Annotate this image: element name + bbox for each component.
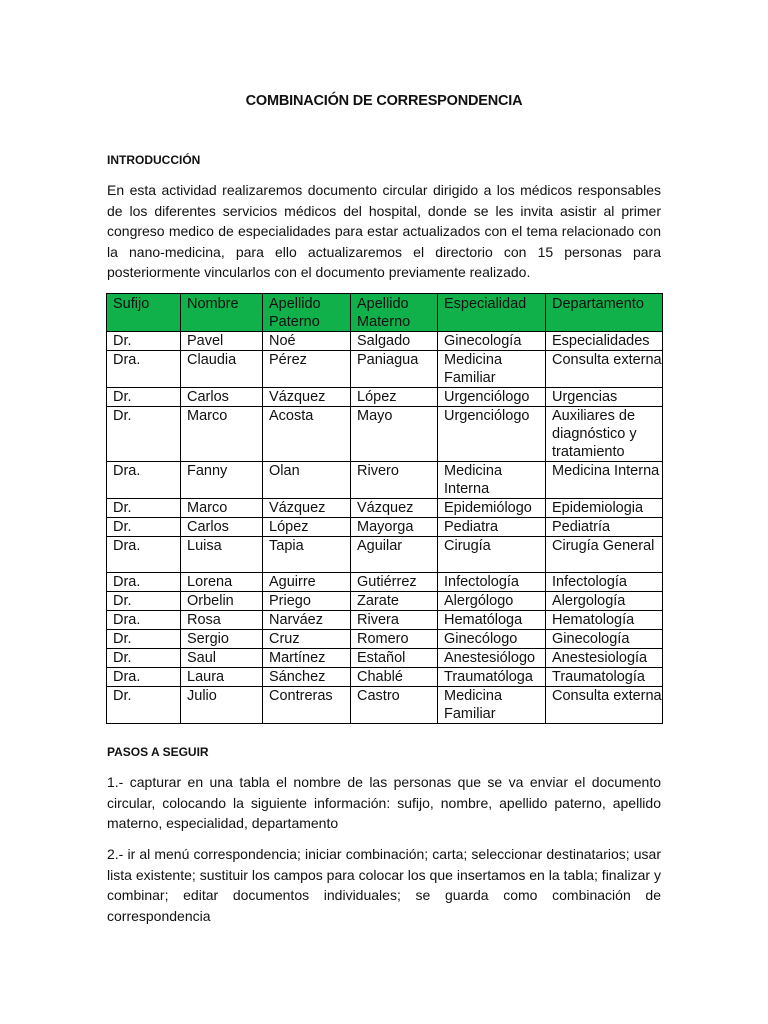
table-cell: Sánchez	[263, 668, 351, 687]
table-row	[107, 649, 663, 668]
table-cell: Sergio	[181, 630, 263, 649]
table-cell: Alergólogo	[438, 592, 546, 611]
table-cell: Saul	[181, 649, 263, 668]
table-cell: Dr.	[107, 407, 181, 462]
table-cell: Traumatología	[546, 668, 663, 687]
table-cell: Anestesiología	[546, 649, 663, 668]
table-cell: Anestesiólogo	[438, 649, 546, 668]
table-cell: López	[351, 388, 438, 407]
table-cell: Claudia	[181, 351, 263, 388]
table-cell: Martínez	[263, 649, 351, 668]
table-cell: Consulta externa	[546, 687, 663, 724]
table-cell: Dr.	[107, 518, 181, 537]
document-title: COMBINACIÓN DE CORRESPONDENCIA	[245, 93, 523, 109]
column-header: Especialidad	[438, 294, 546, 332]
table-cell: López	[263, 518, 351, 537]
table-row	[107, 332, 663, 351]
table-cell: Mayorga	[351, 518, 438, 537]
table-cell: Marco	[181, 499, 263, 518]
table-row	[107, 592, 663, 611]
table-cell: Dra.	[107, 462, 181, 499]
table-cell: Salgado	[351, 332, 438, 351]
table-row	[107, 388, 663, 407]
table-cell: Julio	[181, 687, 263, 724]
table-cell: Dra.	[107, 351, 181, 388]
steps-heading: PASOS A SEGUIR	[107, 745, 209, 759]
table-cell: Vázquez	[263, 388, 351, 407]
table-cell: Dr.	[107, 332, 181, 351]
table-cell: Dr.	[107, 630, 181, 649]
table-cell: Olan	[263, 462, 351, 499]
table-cell: Noé	[263, 332, 351, 351]
table-cell: Paniagua	[351, 351, 438, 388]
column-header: Sufijo	[107, 294, 181, 332]
table-cell: Medicina Interna	[546, 462, 663, 499]
table-cell: Luisa	[181, 537, 263, 573]
table-cell: Alergología	[546, 592, 663, 611]
table-cell: Consulta externa	[546, 351, 663, 388]
table-cell: Epidemiólogo	[438, 499, 546, 518]
directory-table	[106, 293, 663, 724]
table-row	[107, 668, 663, 687]
table-cell: Orbelin	[181, 592, 263, 611]
table-row	[107, 573, 663, 592]
table-cell: Dr.	[107, 649, 181, 668]
table-cell: Medicina Familiar	[438, 687, 546, 724]
table-cell: Traumatóloga	[438, 668, 546, 687]
table-cell: Hematóloga	[438, 611, 546, 630]
table-cell: Dra.	[107, 537, 181, 573]
table-cell: Especialidades	[546, 332, 663, 351]
step-item: 1.- capturar en una tabla el nombre de las personas que se va enviar el documento circular, colocando la siguiente información: sufijo, nombre, apellido paterno, apellido materno, especialidad, departamento	[107, 774, 661, 831]
table-cell: Rivero	[351, 462, 438, 499]
table-cell: Gutiérrez	[351, 573, 438, 592]
column-header: Nombre	[181, 294, 263, 332]
table-row	[107, 407, 663, 462]
table-row	[107, 518, 663, 537]
table-cell: Lorena	[181, 573, 263, 592]
table-cell: Laura	[181, 668, 263, 687]
table-cell: Chablé	[351, 668, 438, 687]
column-header: Apellido Materno	[351, 294, 438, 332]
table-cell: Medicina Interna	[438, 462, 546, 499]
table-row	[107, 611, 663, 630]
column-header: Apellido Paterno	[263, 294, 351, 332]
table-cell: Infectología	[546, 573, 663, 592]
table-cell: Pavel	[181, 332, 263, 351]
table-cell: Fanny	[181, 462, 263, 499]
table-cell: Pediatría	[546, 518, 663, 537]
table-cell: Mayo	[351, 407, 438, 462]
table-cell: Aguirre	[263, 573, 351, 592]
table-row	[107, 351, 663, 388]
intro-heading: INTRODUCCIÓN	[107, 153, 201, 167]
column-header: Departamento	[546, 294, 663, 332]
table-cell: Romero	[351, 630, 438, 649]
table-cell: Cruz	[263, 630, 351, 649]
table-cell: Aguilar	[351, 537, 438, 573]
table-cell: Priego	[263, 592, 351, 611]
table-cell: Dr.	[107, 388, 181, 407]
table-cell: Castro	[351, 687, 438, 724]
table-cell: Dra.	[107, 611, 181, 630]
table-cell: Pérez	[263, 351, 351, 388]
table-row	[107, 462, 663, 499]
table-cell: Narváez	[263, 611, 351, 630]
table-cell: Ginecología	[438, 332, 546, 351]
table-cell: Carlos	[181, 388, 263, 407]
table-cell: Estañol	[351, 649, 438, 668]
table-cell: Rivera	[351, 611, 438, 630]
table-cell: Carlos	[181, 518, 263, 537]
table-cell: Infectología	[438, 573, 546, 592]
table-cell: Epidemiologia	[546, 499, 663, 518]
table-cell: Cirugía General	[546, 537, 663, 573]
table-cell: Urgenciólogo	[438, 407, 546, 462]
intro-paragraph: En esta actividad realizaremos documento circular dirigido a los médicos responsables de los diferentes servicios médicos del hospital, donde se les invita asistir al primer congreso medico de especialidades para estar actualizados con el tema relacionado con la nano-medicina, para ello actualizaremos el directorio con 15 personas para posteriormente vincularlos con el documento previamente realizado.	[107, 182, 661, 280]
table-cell: Auxiliares de diagnóstico y tratamiento	[546, 407, 663, 462]
table-cell: Vázquez	[351, 499, 438, 518]
table-row	[107, 630, 663, 649]
table-cell: Urgencias	[546, 388, 663, 407]
table-row	[107, 499, 663, 518]
table-cell: Acosta	[263, 407, 351, 462]
table-cell: Dra.	[107, 668, 181, 687]
table-cell: Medicina Familiar	[438, 351, 546, 388]
table-cell: Ginecología	[546, 630, 663, 649]
table-cell: Rosa	[181, 611, 263, 630]
table-cell: Dr.	[107, 499, 181, 518]
table-cell: Pediatra	[438, 518, 546, 537]
table-cell: Marco	[181, 407, 263, 462]
table-cell: Dra.	[107, 573, 181, 592]
table-cell: Cirugía	[438, 537, 546, 573]
table-cell: Ginecólogo	[438, 630, 546, 649]
table-row	[107, 687, 663, 724]
table-cell: Zarate	[351, 592, 438, 611]
step-item: 2.- ir al menú correspondencia; iniciar combinación; carta; seleccionar destinatarios; usar lista existente; sustituir los campos para colocar los que insertamos en la tabla; finalizar y combinar; editar documentos individuales; se guarda como combinación de correspondencia	[107, 846, 661, 924]
table-cell: Dr.	[107, 592, 181, 611]
table-cell: Hematología	[546, 611, 663, 630]
table-cell: Dr.	[107, 687, 181, 724]
table-cell: Vázquez	[263, 499, 351, 518]
table-cell: Urgenciólogo	[438, 388, 546, 407]
table-row	[107, 537, 663, 573]
table-cell: Contreras	[263, 687, 351, 724]
table-header-row	[107, 294, 663, 332]
table-cell: Tapia	[263, 537, 351, 573]
